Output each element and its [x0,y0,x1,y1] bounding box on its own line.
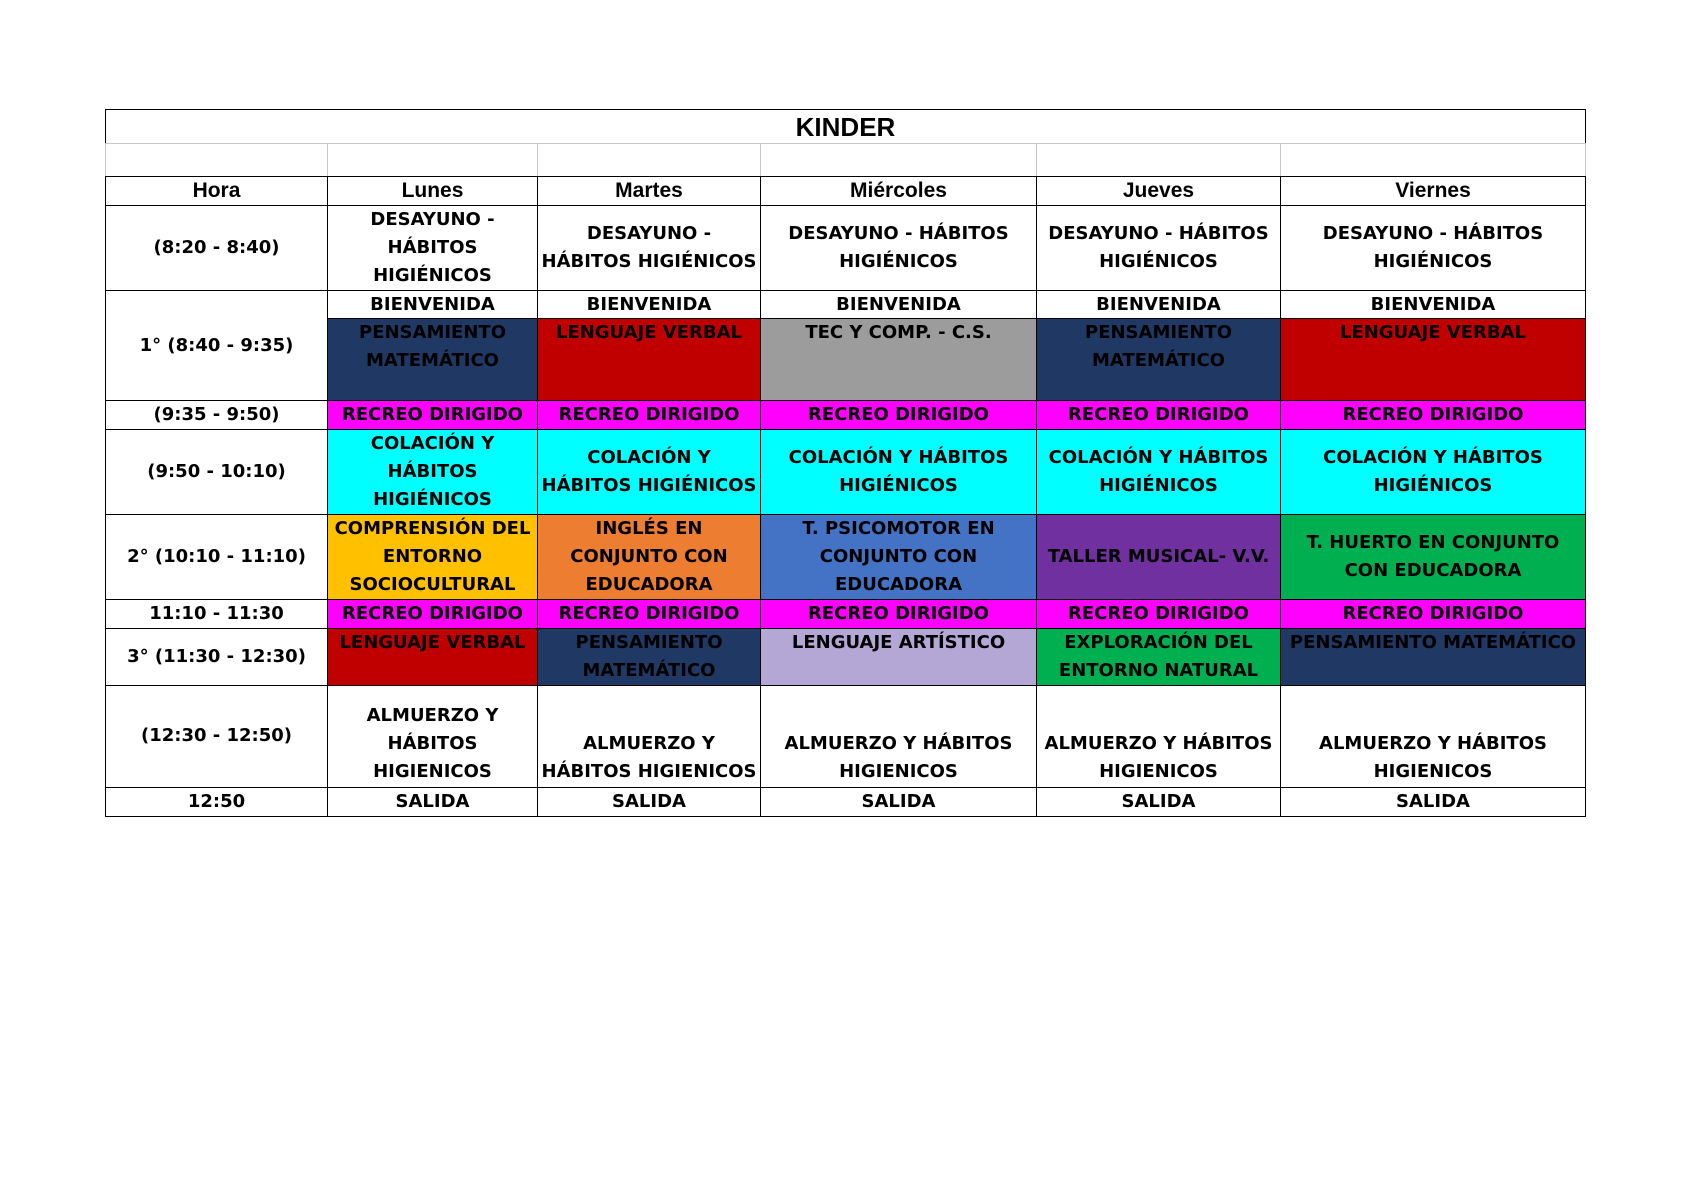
row-desayuno [106,206,1586,291]
activity-cell: RECREO DIRIGIDO [1037,600,1281,629]
activity-cell: RECREO DIRIGIDO [761,600,1037,629]
activity-cell [328,291,538,401]
page-title: KINDER [106,110,1586,144]
header-day-miercoles: Miércoles [761,177,1037,206]
activity-cell: DESAYUNO - HÁBITOS HIGIÉNICOS [538,206,761,291]
subject-block: LENGUAJE VERBAL [538,319,760,400]
activity-cell: RECREO DIRIGIDO [538,600,761,629]
activity-cell: TALLER MUSICAL- V.V. [1037,515,1281,600]
activity-cell: RECREO DIRIGIDO [1281,600,1586,629]
header-day-martes: Martes [538,177,761,206]
activity-cell: SALIDA [328,788,538,817]
subject-block: LENGUAJE VERBAL [1281,319,1585,400]
row-tercero [106,629,1586,686]
activity-cell: RECREO DIRIGIDO [328,600,538,629]
row-segundo [106,515,1586,600]
activity-cell: PENSAMIENTO MATEMÁTICO [538,629,761,686]
row-recreo-1 [106,401,1586,430]
header-day-lunes: Lunes [328,177,538,206]
activity-cell: SALIDA [1281,788,1586,817]
activity-cell: RECREO DIRIGIDO [1037,401,1281,430]
blank-cell [106,144,328,177]
row-primero [106,291,1586,401]
blank-cell [1281,144,1586,177]
activity-cell: DESAYUNO - HÁBITOS HIGIÉNICOS [328,206,538,291]
activity-cell: PENSAMIENTO MATEMÁTICO [1281,629,1586,686]
activity-cell [761,291,1037,401]
header-hora: Hora [106,177,328,206]
activity-cell [1037,291,1281,401]
subject-block: PENSAMIENTO MATEMÁTICO [1037,319,1280,400]
subject-block: TEC Y COMP. - C.S. [761,319,1036,400]
header-row [106,177,1586,206]
header-day-jueves: Jueves [1037,177,1281,206]
schedule-table [105,109,1586,817]
activity-cell: COLACIÓN Y HÁBITOS HIGIÉNICOS [328,430,538,515]
activity-cell: INGLÉS EN CONJUNTO CON EDUCADORA [538,515,761,600]
activity-cell: DESAYUNO - HÁBITOS HIGIÉNICOS [761,206,1037,291]
title-row [106,110,1586,144]
blank-cell [328,144,538,177]
activity-cell: COLACIÓN Y HÁBITOS HIGIÉNICOS [1281,430,1586,515]
welcome-label: BIENVENIDA [1037,291,1280,319]
activity-cell: ALMUERZO Y HÁBITOS HIGIENICOS [1037,686,1281,788]
activity-cell: COLACIÓN Y HÁBITOS HIGIÉNICOS [1037,430,1281,515]
time-cell: 1° (8:40 - 9:35) [106,291,328,401]
activity-cell: RECREO DIRIGIDO [538,401,761,430]
subject-block: PENSAMIENTO MATEMÁTICO [328,319,537,400]
activity-cell: RECREO DIRIGIDO [1281,401,1586,430]
blank-cell [1037,144,1281,177]
activity-cell: T. PSICOMOTOR EN CONJUNTO CON EDUCADORA [761,515,1037,600]
header-day-viernes: Viernes [1281,177,1586,206]
row-salida [106,788,1586,817]
activity-cell: LENGUAJE ARTÍSTICO [761,629,1037,686]
activity-cell: RECREO DIRIGIDO [328,401,538,430]
activity-cell: COMPRENSIÓN DEL ENTORNO SOCIOCULTURAL [328,515,538,600]
row-colacion [106,430,1586,515]
time-cell: 2° (10:10 - 11:10) [106,515,328,600]
blank-cell [538,144,761,177]
activity-cell: SALIDA [1037,788,1281,817]
activity-cell: SALIDA [761,788,1037,817]
welcome-label: BIENVENIDA [761,291,1036,319]
activity-cell [1281,291,1586,401]
activity-cell: ALMUERZO Y HÁBITOS HIGIENICOS [761,686,1037,788]
time-cell: 11:10 - 11:30 [106,600,328,629]
welcome-label: BIENVENIDA [328,291,537,319]
activity-cell: COLACIÓN Y HÁBITOS HIGIÉNICOS [538,430,761,515]
activity-cell: T. HUERTO EN CONJUNTO CON EDUCADORA [1281,515,1586,600]
blank-row [106,144,1586,177]
time-cell: (12:30 - 12:50) [106,686,328,788]
activity-cell: DESAYUNO - HÁBITOS HIGIÉNICOS [1037,206,1281,291]
activity-cell: DESAYUNO - HÁBITOS HIGIÉNICOS [1281,206,1586,291]
activity-cell: SALIDA [538,788,761,817]
activity-cell: COLACIÓN Y HÁBITOS HIGIÉNICOS [761,430,1037,515]
time-cell: 12:50 [106,788,328,817]
activity-cell: EXPLORACIÓN DEL ENTORNO NATURAL [1037,629,1281,686]
welcome-label: BIENVENIDA [1281,291,1585,319]
activity-cell [538,291,761,401]
activity-cell: ALMUERZO Y HÁBITOS HIGIENICOS [328,686,538,788]
row-almuerzo [106,686,1586,788]
time-cell: (8:20 - 8:40) [106,206,328,291]
blank-cell [761,144,1037,177]
time-cell: (9:35 - 9:50) [106,401,328,430]
time-cell: (9:50 - 10:10) [106,430,328,515]
activity-cell: ALMUERZO Y HÁBITOS HIGIENICOS [538,686,761,788]
row-recreo-2 [106,600,1586,629]
activity-cell: LENGUAJE VERBAL [328,629,538,686]
activity-cell: RECREO DIRIGIDO [761,401,1037,430]
time-cell: 3° (11:30 - 12:30) [106,629,328,686]
welcome-label: BIENVENIDA [538,291,760,319]
activity-cell: ALMUERZO Y HÁBITOS HIGIENICOS [1281,686,1586,788]
